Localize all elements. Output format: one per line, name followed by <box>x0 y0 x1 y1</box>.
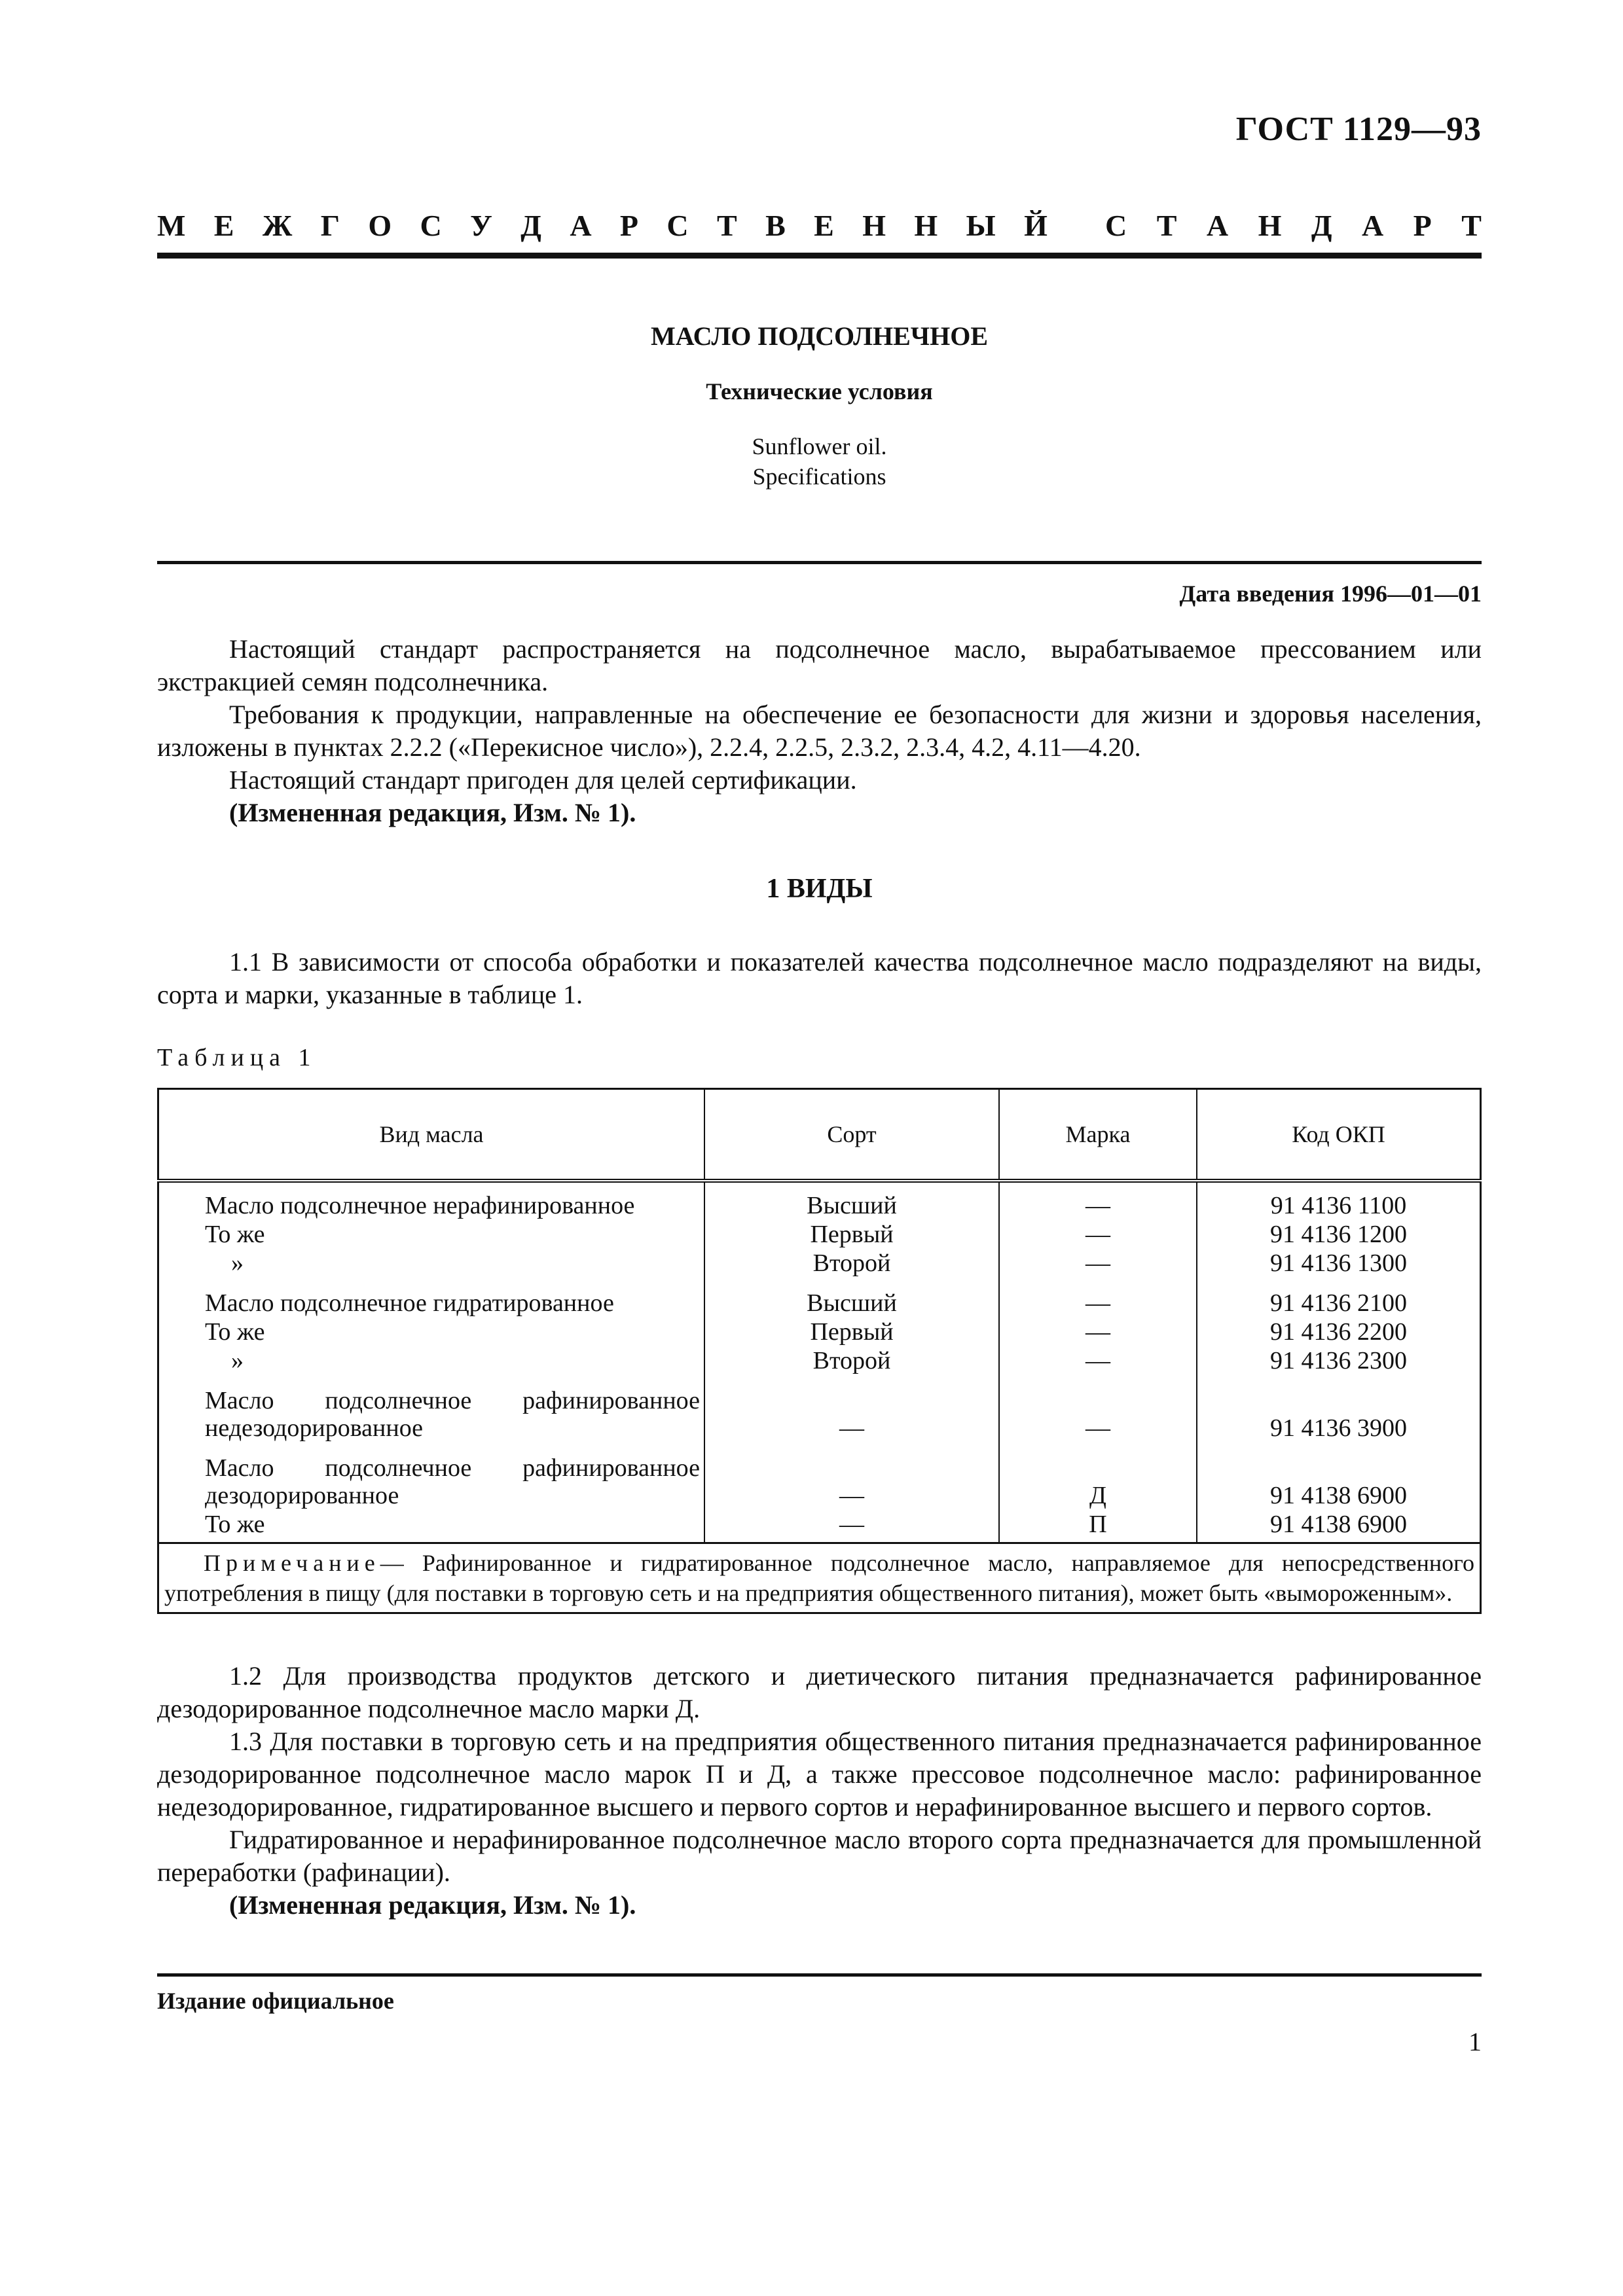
document-title: МАСЛО ПОДСОЛНЕЧНОЕ <box>650 321 989 351</box>
clause-1-3: 1.3 Для поставки в торговую сеть и на предприятия общественного питания предназначается рафинированное дезодорированное подсолнечное масло марок П и Д, а также прессовое подсолнечное масло: рафинированное недезодорированное, гидратированное высшего и первого сортов и нерафинированное высшего и первого сортов. <box>157 1727 1482 1821</box>
note-text: — Рафинированное и гидратированное подсолнечное масло, направляемое для непосредственного употребления в пищу (для поставки в торговую сеть и на предприятия общественного питания), может быть «вымороженным». <box>164 1550 1474 1606</box>
standard-banner <box>157 208 1482 243</box>
cell-code: 91 4136 1100 <box>1197 1181 1481 1220</box>
cell-mark: — <box>999 1375 1197 1443</box>
intro-paragraph: Настоящий стандарт распространяется на подсолнечное масло, вырабатываемое прессованием или экстракцией семян подсолнечника. <box>157 634 1482 696</box>
cell-grade: Высший <box>704 1181 999 1220</box>
intro-paragraph: Требования к продукции, направленные на обеспечение ее безопасности для жизни и здоровья населения, изложены в пунктах 2.2.2 («Перекисное число»), 2.2.4, 2.2.5, 2.3.2, 2.3.4, 4.2, 4.11—4.20. <box>157 700 1482 762</box>
column-header: Марка <box>999 1089 1197 1181</box>
cell-mark: — <box>999 1318 1197 1346</box>
column-header: Код ОКП <box>1197 1089 1481 1181</box>
table-row <box>158 1249 1481 1278</box>
cell-code: 91 4136 1200 <box>1197 1220 1481 1249</box>
table-row <box>158 1375 1481 1443</box>
cell-grade: — <box>704 1375 999 1443</box>
clause-paragraph: Гидратированное и нерафинированное подсолнечное масло второго сорта предназначается для промышленной переработки (рафинации). <box>157 1825 1482 1887</box>
cell-code: 91 4136 2100 <box>1197 1278 1481 1318</box>
cell-mark: — <box>999 1181 1197 1220</box>
clause-1-1: 1.1 В зависимости от способа обработки и показателей качества подсолнечное масло подразделяют на виды, сорта и марки, указанные в таблице 1. <box>157 947 1482 1009</box>
title-block <box>157 321 1482 492</box>
cell-mark: Д <box>999 1443 1197 1510</box>
table-row <box>158 1443 1481 1510</box>
cell-grade: Высший <box>704 1278 999 1318</box>
table-row <box>158 1318 1481 1346</box>
cell-name: » <box>158 1249 705 1278</box>
cell-name: Масло подсолнечное рафинированное недезодорированное <box>158 1375 705 1443</box>
table-row <box>158 1278 1481 1318</box>
table-row <box>158 1346 1481 1375</box>
cell-code: 91 4136 2200 <box>1197 1318 1481 1346</box>
cell-name: То же <box>158 1510 705 1543</box>
cell-name: Масло подсолнечное рафинированное дезодорированное <box>158 1443 705 1510</box>
cell-mark: — <box>999 1220 1197 1249</box>
cell-mark: П <box>999 1510 1197 1543</box>
intro-paragraph: Настоящий стандарт пригоден для целей сертификации. <box>229 765 857 795</box>
header-rule <box>157 253 1482 259</box>
clause-1-2: 1.2 Для производства продуктов детского и диетического питания предназначается рафинированное дезодорированное подсолнечное масло марки Д. <box>157 1661 1482 1723</box>
amendment-note: (Измененная редакция, Изм. № 1). <box>229 798 636 827</box>
note-label: Примечание <box>204 1550 380 1576</box>
table-caption: Таблица 1 <box>157 1044 317 1071</box>
cell-name: » <box>158 1346 705 1375</box>
banner-word-standard: С Т А Н Д А Р Т <box>1105 209 1482 242</box>
cell-name: То же <box>158 1220 705 1249</box>
table-header-row <box>158 1089 1481 1181</box>
cell-grade: Второй <box>704 1249 999 1278</box>
cell-name: Масло подсолнечное гидратированное <box>158 1278 705 1318</box>
cell-mark: — <box>999 1278 1197 1318</box>
document-id: ГОСТ 1129—93 <box>1235 111 1482 148</box>
cell-code: 91 4136 3900 <box>1197 1375 1481 1443</box>
table-note <box>158 1543 1481 1613</box>
section-heading: 1 ВИДЫ <box>766 874 873 904</box>
title-rule <box>157 561 1482 564</box>
cell-code: 91 4138 6900 <box>1197 1443 1481 1510</box>
column-header: Сорт <box>704 1089 999 1181</box>
table-row <box>158 1181 1481 1220</box>
oil-types-table <box>157 1088 1482 1614</box>
banner-word-interstate: М Е Ж Г О С У Д А Р С Т В Е Н Н Ы Й <box>157 209 1048 242</box>
column-header: Вид масла <box>158 1089 705 1181</box>
document-page <box>157 0 1482 2296</box>
page-number: 1 <box>1468 2027 1482 2056</box>
document-subtitle: Технические условия <box>706 378 933 404</box>
amendment-note: (Измененная редакция, Изм. № 1). <box>229 1890 636 1920</box>
intro-text <box>157 633 1482 829</box>
after-table-text <box>157 1660 1482 1922</box>
cell-grade: Первый <box>704 1318 999 1346</box>
cell-code: 91 4136 1300 <box>1197 1249 1481 1278</box>
table-note-row <box>158 1543 1481 1613</box>
edition-label: Издание официальное <box>157 1988 394 2014</box>
cell-grade: Первый <box>704 1220 999 1249</box>
section-text <box>157 946 1482 1011</box>
table-row <box>158 1510 1481 1543</box>
cell-code: 91 4136 2300 <box>1197 1346 1481 1375</box>
footer-rule <box>157 1973 1482 1977</box>
english-title: Sunflower oil. Specifications <box>752 433 887 490</box>
cell-mark: — <box>999 1249 1197 1278</box>
cell-mark: — <box>999 1346 1197 1375</box>
cell-grade: — <box>704 1510 999 1543</box>
cell-grade: — <box>704 1443 999 1510</box>
cell-name: Масло подсолнечное нерафинированное <box>158 1181 705 1220</box>
cell-grade: Второй <box>704 1346 999 1375</box>
cell-name: То же <box>158 1318 705 1346</box>
cell-code: 91 4138 6900 <box>1197 1510 1481 1543</box>
table-row <box>158 1220 1481 1249</box>
effective-date: Дата введения 1996—01—01 <box>1179 581 1482 607</box>
